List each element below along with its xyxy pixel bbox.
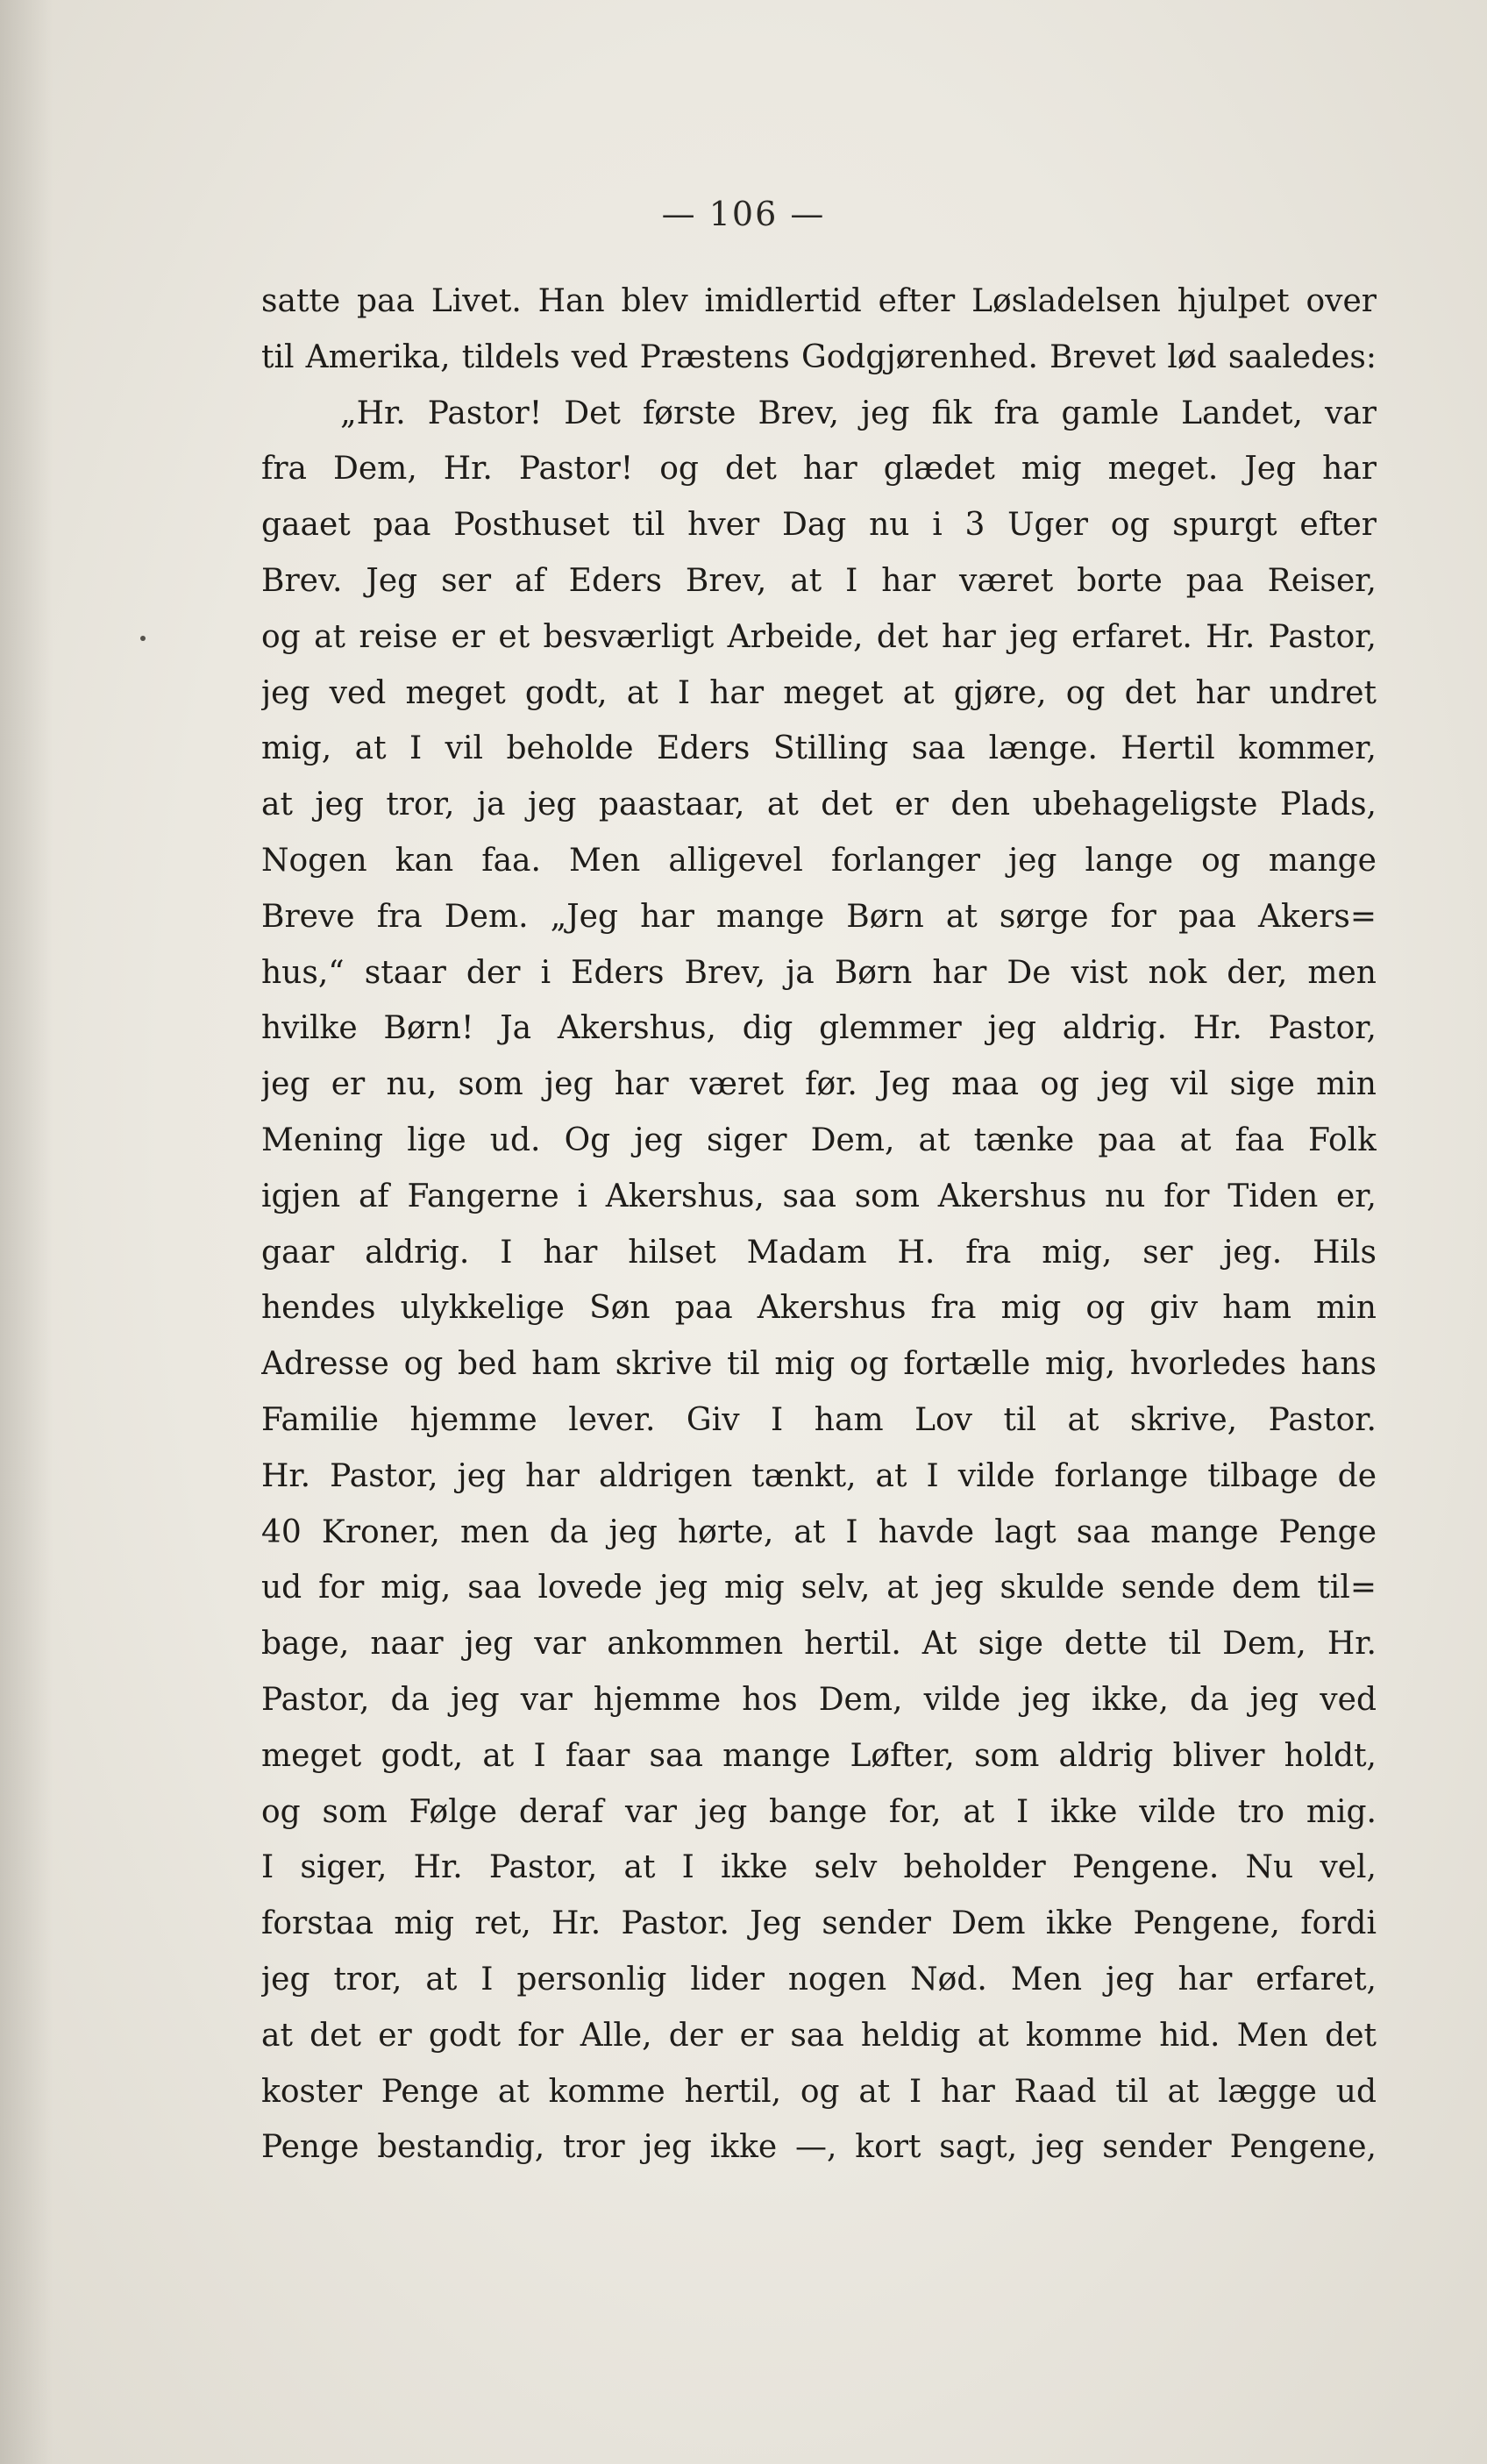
page-gutter-shadow <box>0 0 53 2464</box>
text-line: at jeg tror, ja jeg paastaar, at det er den ubehageligste Plads, <box>261 787 1377 823</box>
text-line: meget godt, at I faar saa mange Løfter, som aldrig bliver holdt, <box>261 1737 1377 1774</box>
text-line: bage, naar jeg var ankommen hertil. At sige dette til Dem, Hr. <box>261 1626 1377 1663</box>
text-line: I siger, Hr. Pastor, at I ikke selv beholder Pengene. Nu vel, <box>261 1849 1377 1886</box>
text-line: 40 Kroner, men da jeg hørte, at I havde lagt saa mange Penge <box>261 1513 1377 1550</box>
body-text <box>261 274 1377 2176</box>
text-line: fra Dem, Hr. Pastor! og det har glædet mig meget. Jeg har <box>261 451 1377 488</box>
text-line: gaaet paa Posthuset til hver Dag nu i 3 Uger og spurgt efter <box>261 507 1377 544</box>
text-line: jeg ved meget godt, at I har meget at gjøre, og det har undret <box>261 674 1377 711</box>
text-line: hendes ulykkelige Søn paa Akershus fra mig og giv ham min <box>261 1290 1377 1327</box>
text-line: Brev. Jeg ser af Eders Brev, at I har været borte paa Reiser, <box>261 562 1377 599</box>
text-line: Mening lige ud. Og jeg siger Dem, at tænke paa at faa Folk <box>261 1122 1377 1158</box>
text-line: igjen af Fangerne i Akershus, saa som Akershus nu for Tiden er, <box>261 1178 1377 1214</box>
text-line: Pastor, da jeg var hjemme hos Dem, vilde jeg ikke, da jeg ved <box>261 1681 1377 1718</box>
text-line: jeg tror, at I personlig lider nogen Nød. Men jeg har erfaret, <box>261 1961 1377 1998</box>
text-line: hvilke Børn! Ja Akershus, dig glemmer jeg aldrig. Hr. Pastor, <box>261 1010 1377 1047</box>
text-line: Adresse og bed ham skrive til mig og fortælle mig, hvorledes hans <box>261 1346 1377 1383</box>
text-line: hus,“ staar der i Eders Brev, ja Børn har De vist nok der, men <box>261 954 1377 991</box>
text-line: Breve fra Dem. „Jeg har mange Børn at sørge for paa Akers= <box>261 898 1377 935</box>
text-line: koster Penge at komme hertil, og at I har Raad til at lægge ud <box>261 2073 1377 2110</box>
text-line: gaar aldrig. I har hilset Madam H. fra mig, ser jeg. Hils <box>261 1234 1377 1271</box>
text-line: satte paa Livet. Han blev imidlertid efter Løsladelsen hjulpet over <box>261 283 1377 319</box>
text-line: Familie hjemme lever. Giv I ham Lov til at skrive, Pastor. <box>261 1401 1377 1438</box>
text-line: ud for mig, saa lovede jeg mig selv, at jeg skulde sende dem til= <box>261 1570 1377 1606</box>
ink-speck <box>140 636 146 641</box>
text-line: Penge bestandig, tror jeg ikke —, kort sagt, jeg sender Pengene, <box>261 2129 1377 2166</box>
text-line: jeg er nu, som jeg har været før. Jeg maa og jeg vil sige min <box>261 1066 1377 1103</box>
text-line: mig, at I vil beholde Eders Stilling saa længe. Hertil kommer, <box>261 730 1377 767</box>
text-line: og at reise er et besværligt Arbeide, det har jeg erfaret. Hr. Pastor, <box>261 618 1377 655</box>
text-line: til Amerika, tildels ved Præstens Godgjørenhed. Brevet lød saaledes: <box>261 338 1377 375</box>
text-line: at det er godt for Alle, der er saa heldig at komme hid. Men det <box>261 2017 1377 2054</box>
page-number: — 106 — <box>661 195 826 233</box>
text-line: og som Følge deraf var jeg bange for, at I ikke vilde tro mig. <box>261 1793 1377 1830</box>
text-line: Nogen kan faa. Men alligevel forlanger jeg lange og mange <box>261 842 1377 879</box>
text-line: forstaa mig ret, Hr. Pastor. Jeg sender Dem ikke Pengene, fordi <box>261 1905 1377 1942</box>
text-line: „Hr. Pastor! Det første Brev, jeg fik fra gamle Landet, var <box>340 395 1377 431</box>
text-line: Hr. Pastor, jeg har aldrigen tænkt, at I vilde forlange tilbage de <box>261 1457 1377 1494</box>
